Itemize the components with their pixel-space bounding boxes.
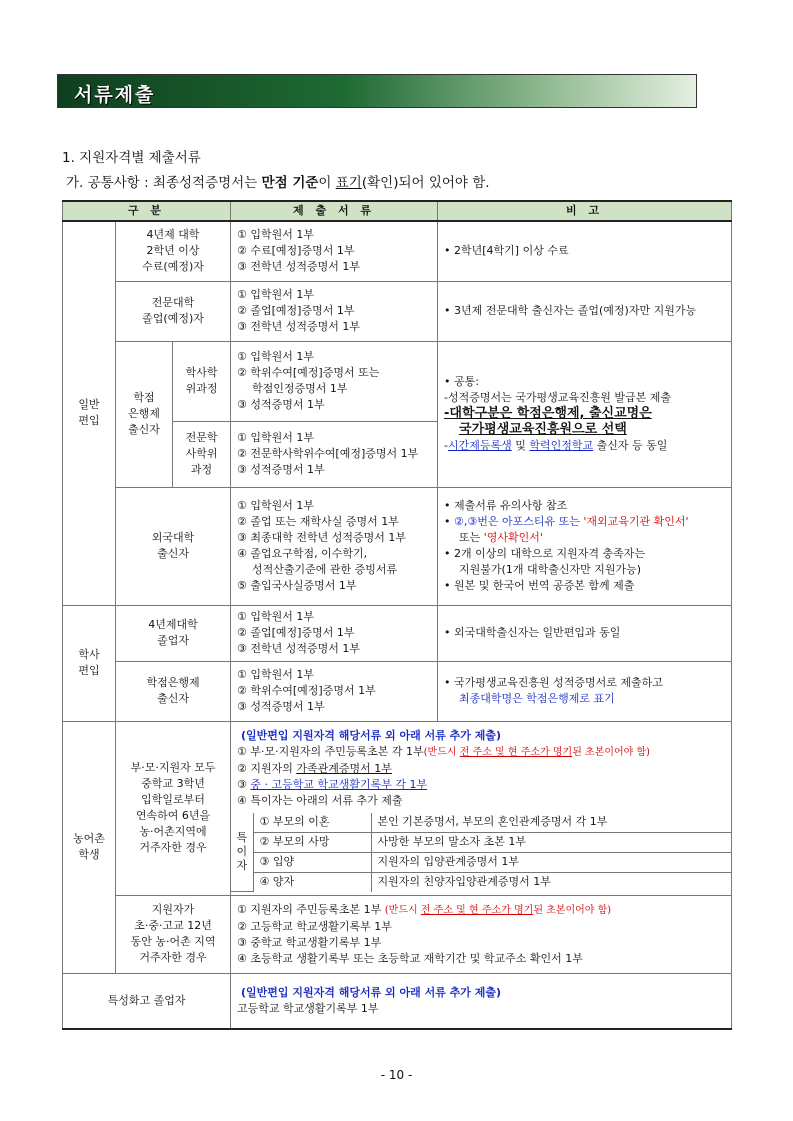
docs-bachelor-univ4: ① 입학원서 1부 ② 졸업[예정]증명서 1부 ③ 전학년 성적증명서 1부 <box>231 605 438 661</box>
qual-bachelor-course: 학사학 위과정 <box>173 341 231 421</box>
docs-vocational-hs: (일반편입 지원자격 해당서류 외 아래 서류 추가 제출) 고등학교 학교생활기록부 1부 <box>231 973 732 1029</box>
qual-rural-six: 부·모·지원자 모두 중학교 3학년 입학일로부터 연속하여 6년을 농·어촌지역에 거주자한 경우 <box>116 721 231 895</box>
note-bachelor-credit: • 국가평생교육진흥원 성적증명서로 제출하고 최종대학명은 학점은행제로 표기 <box>438 661 732 721</box>
docs-rural-six: (일반편입 지원자격 해당서류 외 아래 서류 추가 제출) ① 부·모·지원자의 주민등록초본 각 1부(반드시 전 주소 및 현 주소가 명기된 초본이어야 함) ② 지원자의 가족관계증명서 1부 ③ 중 · 고등학교 학교생활기록부 각 1부 ④ 특이자는 아래의 서류 추가 제출 특 이 자 ① 부모의 이혼 본인 기본증명서, 부모의 혼인관계증명서 각 1부 ② 부모의 사망 사망한 부모의 말소자 초본 1부 ③ 입양 지원자의 입양관계증명서 1부 ④ 양자 지원자의 친양자입양관계증명서 1부 <box>231 721 732 895</box>
special-doc: 사망한 부모의 말소자 초본 1부 <box>371 832 731 852</box>
section-banner <box>57 74 697 108</box>
special-doc: 본인 기본증명서, 부모의 혼인관계증명서 각 1부 <box>371 813 731 833</box>
header-category: 구 분 <box>63 201 231 221</box>
note-college: • 3년제 전문대학 출신자는 졸업(예정)자만 지원가능 <box>438 281 732 341</box>
page-number: - 10 - <box>380 1068 413 1082</box>
category-vocational-hs: 특성화고 졸업자 <box>63 973 231 1029</box>
qual-bachelor-credit: 학점은행제 출신자 <box>116 661 231 721</box>
special-cases-table <box>231 813 731 893</box>
subsection-heading: 가. 공통사항 : 최종성적증명서는 만점 기준이 표기(확인)되어 있어야 함. <box>66 175 490 191</box>
special-label: 특 이 자 <box>231 813 253 892</box>
qual-bachelor-univ4: 4년제대학 졸업자 <box>116 605 231 661</box>
special-case: ① 부모의 이혼 <box>253 813 371 833</box>
docs-college: ① 입학원서 1부 ② 졸업[예정]증명서 1부 ③ 전학년 성적증명서 1부 <box>231 281 438 341</box>
note-bachelor-univ4: • 외국대학출신자는 일반편입과 동일 <box>438 605 732 661</box>
qual-rural-twelve: 지원자가 초·중·고교 12년 동안 농·어촌 지역 거주자한 경우 <box>116 895 231 973</box>
special-case: ③ 입양 <box>253 852 371 872</box>
qual-credit-bank: 학점 은행제 출신자 <box>116 341 173 487</box>
header-notes: 비 고 <box>438 201 732 221</box>
note-credit-bank: • 공통: -성적증명서는 국가평생교육진흥원 발급본 제출 -대학구분은 학점은행제, 출신교명은 국가평생교육진흥원으로 선택 -시간제등록생 및 학력인정학교 출신자 등 동일 <box>438 341 732 487</box>
docs-foreign: ① 입학원서 1부 ② 졸업 또는 재학사실 증명서 1부 ③ 최종대학 전학년 성적증명서 1부 ④ 졸업요구학점, 이수학기, 성적산출기준에 관한 증빙서류 ⑤ 출입국사실증명서 1부 <box>231 487 438 605</box>
special-doc: 지원자의 친양자입양관계증명서 1부 <box>371 872 731 892</box>
docs-rural-twelve: ① 지원자의 주민등록초본 1부 (반드시 전 주소 및 현 주소가 명기된 초본이어야 함) ② 고등학교 학교생활기록부 1부 ③ 중학교 학교생활기록부 1부 ④ 초등학교 생활기록부 또는 초등학교 재학기간 및 학교주소 확인서 1부 <box>231 895 732 973</box>
qual-college: 전문대학 졸업(예정)자 <box>116 281 231 341</box>
special-case: ④ 양자 <box>253 872 371 892</box>
special-case: ② 부모의 사망 <box>253 832 371 852</box>
header-documents: 제 출 서 류 <box>231 201 438 221</box>
category-general-transfer: 일반 편입 <box>63 221 116 605</box>
qual-univ4: 4년제 대학 2학년 이상 수료(예정)자 <box>116 221 231 281</box>
docs-bachelor-course: ① 입학원서 1부 ② 학위수여[예정]증명서 또는 학점인정증명서 1부 ③ 성적증명서 1부 <box>231 341 438 421</box>
special-doc: 지원자의 입양관계증명서 1부 <box>371 852 731 872</box>
docs-bachelor-credit: ① 입학원서 1부 ② 학위수여[예정]증명서 1부 ③ 성적증명서 1부 <box>231 661 438 721</box>
qual-foreign: 외국대학 출신자 <box>116 487 231 605</box>
category-bachelor-transfer: 학사 편입 <box>63 605 116 721</box>
note-univ4: • 2학년[4학기] 이상 수료 <box>438 221 732 281</box>
docs-associate-course: ① 입학원서 1부 ② 전문학사학위수여[예정]증명서 1부 ③ 성적증명서 1부 <box>231 421 438 487</box>
docs-univ4: ① 입학원서 1부 ② 수료[예정]증명서 1부 ③ 전학년 성적증명서 1부 <box>231 221 438 281</box>
documents-table <box>62 200 732 1030</box>
banner-title: 서류제출 <box>74 84 156 106</box>
note-foreign: • 제출서류 유의사항 참조 • ②,③번은 아포스티유 또는 '재외교육기관 확인서' 또는 '영사확인서' • 2개 이상의 대학으로 지원자격 충족자는 지원불가(1개 대학출신자만 지원가능) • 원본 및 한국어 번역 공증본 함께 제출 <box>438 487 732 605</box>
section-heading: 1. 지원자격별 제출서류 <box>62 150 201 166</box>
qual-associate-course: 전문학 사학위 과정 <box>173 421 231 487</box>
category-rural: 농어촌 학생 <box>63 721 116 973</box>
